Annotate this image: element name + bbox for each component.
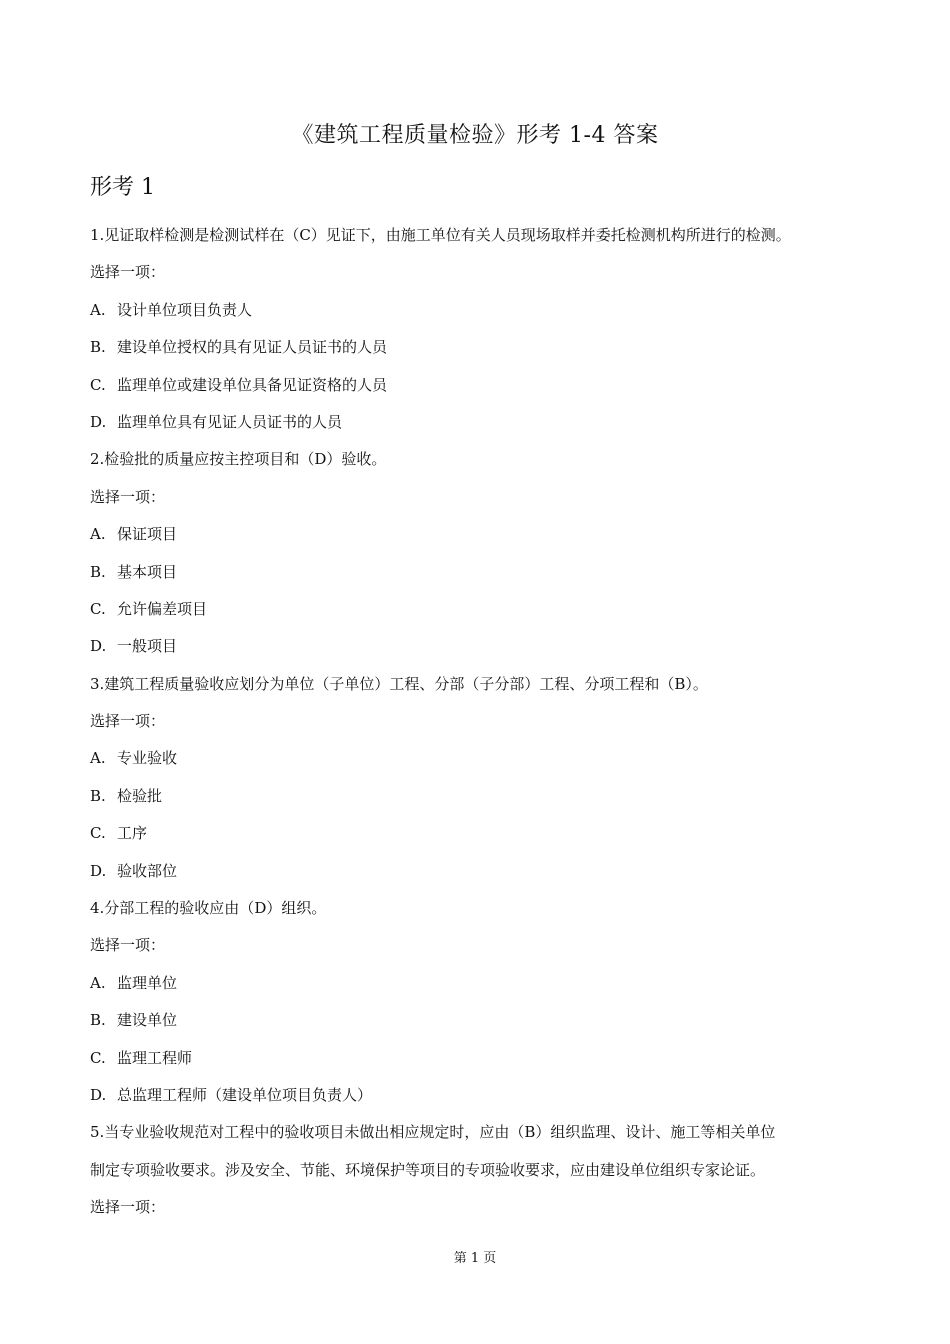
option-letter: C. (90, 1048, 106, 1067)
answer-option (90, 1046, 880, 1083)
answer-option (90, 1083, 880, 1120)
select-prompt: 选择一项： (90, 712, 166, 731)
option-letter: A. (90, 525, 106, 544)
option-letter: C. (90, 375, 106, 394)
question-stem: 1.见证取样检测是检测试样在（C）见证下，由施工单位有关人员现场取样并委托检测机构所进行的检测。 (90, 226, 791, 244)
option-letter: D. (90, 637, 107, 656)
option-text: 一般项目 (117, 637, 178, 656)
option-letter: C. (90, 824, 106, 843)
option-letter: D. (90, 1085, 107, 1104)
option-text: 建设单位授权的具有见证人员证书的人员 (117, 338, 388, 357)
answer-option (90, 560, 880, 597)
section-heading: 形考 1 (90, 175, 155, 200)
answer-option (90, 784, 880, 821)
answer-option (90, 746, 880, 783)
question-stem: 4.分部工程的验收应由（D）组织。 (90, 899, 327, 918)
option-text: 监理单位具有见证人员证书的人员 (117, 412, 343, 431)
option-letter: B. (90, 1011, 106, 1030)
option-letter: B. (90, 338, 106, 357)
select-prompt: 选择一项： (90, 487, 166, 506)
answer-option (90, 1008, 880, 1045)
select-prompt: 选择一项： (90, 936, 166, 955)
option-text: 监理单位 (117, 973, 178, 992)
question-list (90, 223, 880, 1233)
option-letter: A. (90, 300, 106, 319)
question-stem: 2.检验批的质量应按主控项目和（D）验收。 (90, 450, 387, 469)
question-stem: 5.当专业验收规范对工程中的验收项目未做出相应规定时，应由（B）组织监理、设计、施工等相关单位 (90, 1123, 776, 1142)
answer-option (90, 335, 880, 372)
answer-option (90, 859, 880, 896)
page-number: 第 1 页 (453, 1251, 497, 1266)
option-letter: B. (90, 562, 106, 581)
option-letter: C. (90, 599, 106, 618)
answer-option (90, 373, 880, 410)
option-letter: D. (90, 861, 107, 880)
answer-option (90, 410, 880, 447)
answer-option (90, 821, 880, 858)
option-text: 监理工程师 (117, 1048, 193, 1067)
option-text: 工序 (117, 824, 148, 843)
option-text: 验收部位 (117, 861, 178, 880)
option-text: 专业验收 (117, 749, 178, 768)
option-text: 保证项目 (117, 525, 178, 544)
select-prompt: 选择一项： (90, 1198, 166, 1217)
option-text: 检验批 (117, 786, 163, 805)
answer-option (90, 597, 880, 634)
option-text: 设计单位项目负责人 (117, 300, 253, 319)
option-letter: A. (90, 973, 106, 992)
question-stem: 3.建筑工程质量验收应划分为单位（子单位）工程、分部（子分部）工程、分项工程和（B）。 (90, 674, 708, 693)
answer-option (90, 634, 880, 671)
option-text: 允许偏差项目 (117, 599, 208, 618)
option-text: 基本项目 (117, 562, 178, 581)
option-letter: A. (90, 749, 106, 768)
option-letter: B. (90, 786, 106, 805)
answer-option (90, 522, 880, 559)
option-text: 总监理工程师（建设单位项目负责人） (117, 1085, 373, 1104)
select-prompt: 选择一项： (90, 263, 166, 282)
option-letter: D. (90, 412, 107, 431)
answer-option (90, 971, 880, 1008)
answer-option (90, 298, 880, 335)
option-text: 监理单位或建设单位具备见证资格的人员 (117, 375, 388, 394)
document-title: 《建筑工程质量检验》形考 1-4 答案 (291, 123, 659, 148)
option-text: 建设单位 (117, 1011, 178, 1030)
question-stem: 制定专项验收要求。涉及安全、节能、环境保护等项目的专项验收要求，应由建设单位组织专家论证。 (90, 1160, 766, 1179)
